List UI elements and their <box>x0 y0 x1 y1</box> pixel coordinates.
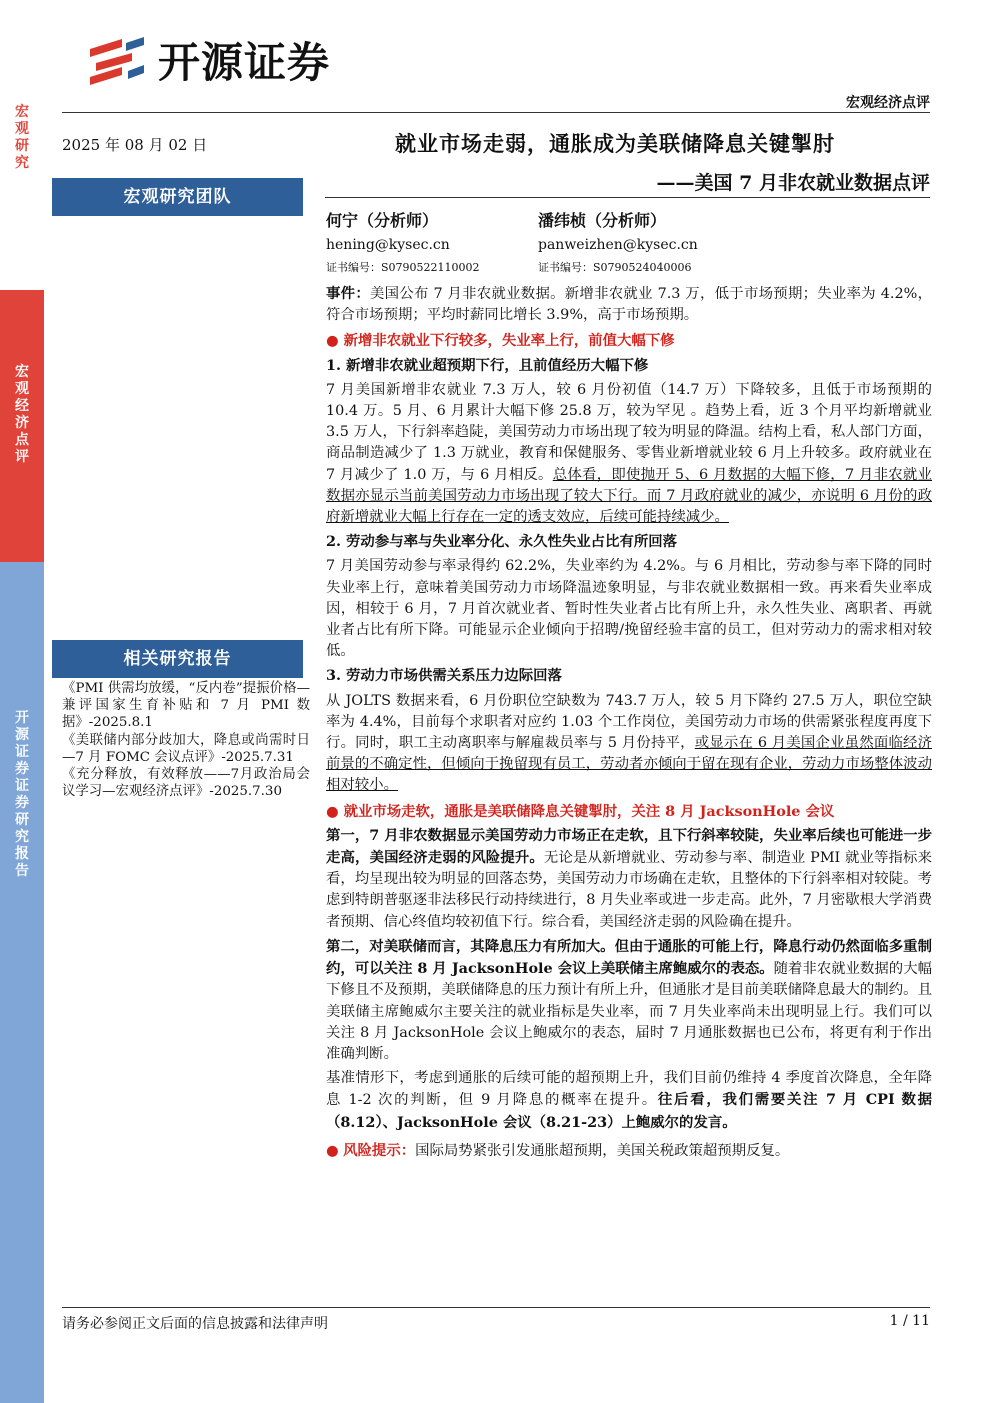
brand-logo <box>88 30 330 90</box>
analyst-name: 何宁（分析师） <box>326 211 439 230</box>
page-number: 1 / 11 <box>889 1313 930 1329</box>
key-point-2 <box>326 801 932 822</box>
bold-text: 第一，7 月非农数据显示美国劳动力市场正在走软，且下行斜率较陡，失业率后续也可能进一步走高，美国经济走弱的风险提升。 <box>326 826 932 867</box>
underlined-text: 或显示在 6 月美国企业虽然面临经济前景的不确定性，但倾向于挽留现有员工，劳动者亦倾向于留在现有企业，劳动力市场整体波动相对较小。 <box>326 735 933 794</box>
bold-text: 第二，对美联储而言，其降息压力有所加大。但由于通胀的可能上行，降息行动仍然面临多重制约，可以关注 8 月 JacksonHole 会议上美联储主席鲍威尔的表态。 <box>326 937 932 978</box>
risk-paragraph <box>326 1140 932 1162</box>
header-divider <box>62 112 930 113</box>
analyst-cert: 证书编号：S0790522110002 <box>326 261 480 274</box>
key-point-1 <box>326 330 932 351</box>
team-box: 宏观研究团队 <box>52 178 303 216</box>
key-point-text: 就业市场走软，通胀是美联储降息关键掣肘，关注 8 月 JacksonHole 会议 <box>343 802 835 820</box>
bullet-icon: ● <box>326 1142 344 1159</box>
brand-name: 开源证券 <box>158 38 331 87</box>
report-date: 2025 年 08 月 02 日 <box>62 136 208 154</box>
sidebar-bottom <box>0 562 44 1403</box>
paragraph: 7 月美国劳动参与率录得约 62.2%，失业率约为 4.2%。与 6 月相比，劳动参与率下降的同时失业率上行，意味着美国劳动力市场降温迹象明显，与非农就业数据相一致。再来看失业率成因，相较于 6 月，7 月首次就业者、暂时性失业者占比有所上升，永久性失业、离职者、再就业者占比有所下降。可能显示企业倾向于招聘/挽留经验丰富的员工，但对劳动力的需求相对较低。 <box>326 558 932 660</box>
paragraph-text: 基准情形下，考虑到通胀的后续可能的超预期上升，我们目前仍维持 4 季度首次降息，全年降息 1-2 次的判断，但 9 月降息的概率在提升。 <box>326 1070 932 1109</box>
analyst-email[interactable]: panweizhen@kysec.cn <box>538 237 698 253</box>
event-text: 美国公布 7 月非农就业数据。新增非农就业 7.3 万，低于市场预期；失业率为 4.2%，符合市场预期；平均时薪同比增长 3.9%，高于市场预期。 <box>326 286 932 324</box>
underlined-text: 总体看，即使抛开 5、6 月数据的大幅下修，7 月非农就业数据亦显示当前美国劳动力市场出现了较大下行。而 7 月政府就业的减少，亦说明 6 月份的政府新增就业大幅上行存在一定的透支效应，后续可能持续减少。 <box>326 466 932 526</box>
analyst-1 <box>326 208 480 275</box>
section-heading: 1. 新增非农就业超预期下行，且前值经历大幅下修 <box>326 356 649 374</box>
paragraph <box>326 691 932 797</box>
paragraph <box>326 1068 932 1134</box>
bullet-icon: ● <box>326 332 344 350</box>
related-report[interactable]: 《充分释放，有效释放——7月政治局会议学习—宏观经济点评》-2025.7.30 <box>62 767 310 800</box>
risk-label: 风险提示： <box>343 1141 416 1159</box>
analyst-email[interactable]: hening@kysec.cn <box>326 237 450 253</box>
bold-text: 往后看，我们需要关注 7 月 CPI 数据（8.12）、JacksonHole 会议（8.21-23）上鲍威尔的发言。 <box>326 1091 932 1131</box>
report-subtitle: ——美国 7 月非农就业数据点评 <box>656 172 930 194</box>
sidebar-top-label: 宏观研究 <box>15 104 29 171</box>
logo-icon <box>88 35 146 85</box>
related-reports <box>62 680 310 800</box>
related-box: 相关研究报告 <box>52 640 303 678</box>
analyst-2 <box>538 208 698 275</box>
paragraph-text: 从 JOLTS 数据来看，6 月份职位空缺数为 743.7 万人，较 5 月下降约 27.5 万人，职位空缺率为 4.4%，目前每个求职者对应约 1.03 个工作岗位，美国劳动力市场的供需紧张程度再度下行。同时，职工主动离职率与解雇裁员率与 5 月份持平， <box>326 692 932 752</box>
event-label: 事件： <box>326 285 370 302</box>
report-body <box>326 283 932 1162</box>
risk-text: 国际局势紧张引发通胀超预期，美国关税政策超预期反复。 <box>415 1142 790 1159</box>
analyst-cert: 证书编号：S0790524040006 <box>538 261 692 274</box>
event-paragraph <box>326 283 932 326</box>
paragraph <box>326 936 932 1065</box>
paragraph-text: 随着非农就业数据的大幅下修且不及预期，美联储降息的压力预计有所上升，但通胀才是目前美联储降息最大的制约。且美联储主席鲍威尔主要关注的就业指标是失业率，而 7 月失业率尚未出现明显上行。我们可以关注 8 月 JacksonHole 会议上鲍威尔的表态，届时 7 月通胀数据也已公布，将更有利于作出准确判断。 <box>326 961 932 1062</box>
key-point-text: 新增非农就业下行较多，失业率上行，前值大幅下修 <box>343 332 675 350</box>
related-report[interactable]: 《PMI 供需均放缓，“反内卷”提振价格—兼评国家生育补贴和 7 月 PMI 数据》-2025.8.1 <box>62 681 310 731</box>
paragraph <box>326 380 932 528</box>
sidebar-middle-label: 宏观经济点评 <box>15 364 29 465</box>
bullet-icon: ● <box>326 802 344 820</box>
footer-divider <box>62 1307 930 1308</box>
section-heading: 3. 劳动力市场供需关系压力边际回落 <box>326 667 562 685</box>
paragraph-text: 无论是从新增就业、劳动参与率、制造业 PMI 就业等指标来看，均呈现出较为明显的回落态势，美国劳动力市场确在走软，且整体的下行斜率相对较陡。考虑到特朗普驱逐非法移民行动持续进行，8 月失业率或进一步走高。此外，7 月密歇根大学消费者预期、信心终值均较初值下行。综合看，美国经济走弱的风险确在提升。 <box>326 850 932 930</box>
report-title: 就业市场走弱，通胀成为美联储降息关键掣肘 <box>395 131 835 156</box>
analyst-name: 潘纬桢（分析师） <box>538 211 667 230</box>
subtitle-divider <box>325 197 930 198</box>
related-report[interactable]: 《美联储内部分歧加大，降息或尚需时日—7 月 FOMC 会议点评》-2025.7.31 <box>62 732 310 765</box>
paragraph <box>326 825 932 933</box>
sidebar-bottom-label: 开源证券 证券研究报告 <box>15 710 29 879</box>
paragraph-text: 7 月美国新增非农就业 7.3 万人，较 6 月份初值（14.7 万）下降较多，且低于市场预期的 10.4 万。5 月、6 月累计大幅下修 25.8 万，较为罕见 。趋势上看，近 3 个月平均新增就业 3.5 万人，下行斜率趋陡，美国劳动力市场出现了较为明显的降温。结构上看，私人部门方面，商品制造减少了 1.3 万就业，教育和保健服务、零售业新增就业较 6 月上升较多。政府就业在 7 月减少了 1.0 万，与 6 月相反。 <box>326 381 932 483</box>
section-heading: 2. 劳动参与率与失业率分化、永久性失业占比有所回落 <box>326 533 678 551</box>
footer-disclaimer: 请务必参阅正文后面的信息披露和法律声明 <box>62 1316 328 1332</box>
header-category: 宏观经济点评 <box>846 95 930 111</box>
